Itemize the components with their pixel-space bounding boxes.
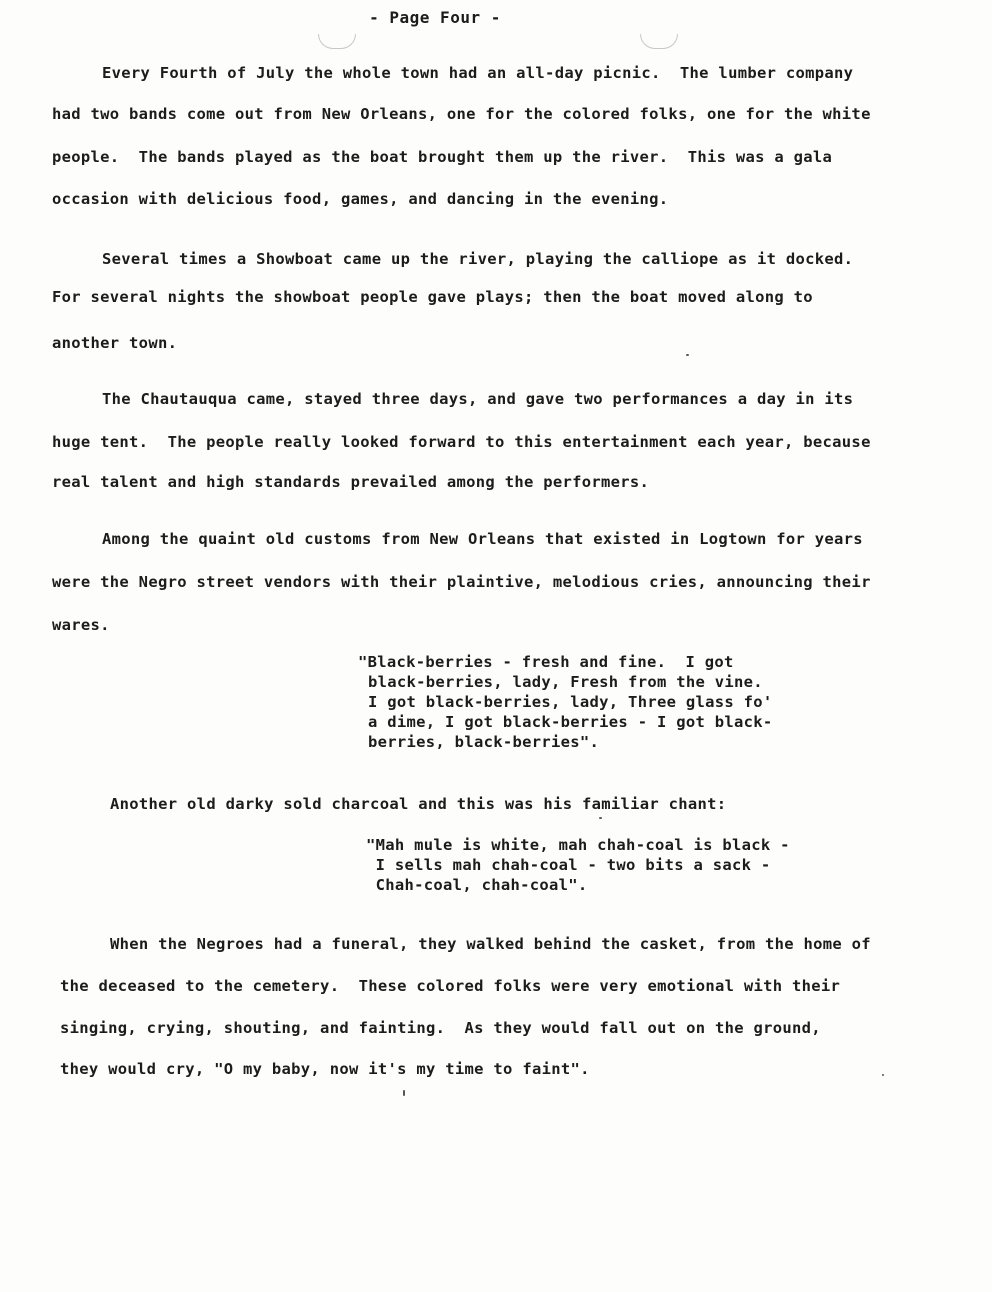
page-header: - Page Four -: [369, 8, 501, 27]
paragraph-funeral: [52, 935, 932, 1078]
verse-line: berries, black-berries".: [368, 733, 600, 751]
paragraph-line: When the Negroes had a funeral, they walked behind the casket, from the home of: [110, 935, 871, 953]
verse-line: Chah-coal, chah-coal".: [366, 876, 588, 894]
paragraph-line: Among the quaint old customs from New Orleans that existed in Logtown for years: [102, 530, 863, 548]
scan-speck: [599, 817, 602, 819]
verse-charcoal: [366, 835, 826, 895]
verse-line: I sells mah chah-coal - two bits a sack -: [366, 856, 771, 874]
hole-punch-mark-left: [318, 34, 356, 49]
paragraph-street-vendors: [52, 530, 932, 634]
hole-punch-mark-right: [640, 34, 678, 49]
verse-line: "Black-berries - fresh and fine. I got: [358, 653, 734, 671]
paragraph-line: had two bands come out from New Orleans, one for the colored folks, one for the white: [52, 105, 871, 123]
paragraph-line: huge tent. The people really looked forward to this entertainment each year, because: [52, 433, 871, 451]
paragraph-line: they would cry, "O my baby, now it's my time to faint".: [60, 1060, 590, 1078]
paragraph-fourth-of-july: [52, 64, 932, 208]
verse-line: black-berries, lady, Fresh from the vine.: [368, 673, 763, 691]
verse-blackberries: [358, 652, 818, 752]
paragraph-line: the deceased to the cemetery. These colored folks were very emotional with their: [60, 977, 841, 995]
paragraph-line: wares.: [52, 616, 110, 634]
scan-speck: [403, 1090, 405, 1096]
scan-speck: [686, 354, 689, 356]
scan-speck: [882, 1074, 884, 1076]
verse-line: I got black-berries, lady, Three glass fo': [368, 693, 773, 711]
paragraph-line: The Chautauqua came, stayed three days, and gave two performances a day in its: [102, 390, 854, 408]
paragraph-line: Several times a Showboat came up the river, playing the calliope as it docked.: [102, 250, 854, 268]
paragraph-line: occasion with delicious food, games, and dancing in the evening.: [52, 190, 669, 208]
paragraph-line: For several nights the showboat people gave plays; then the boat moved along to: [52, 288, 813, 306]
paragraph-chautauqua: [52, 390, 932, 490]
verse-line: a dime, I got black-berries - I got black-: [368, 713, 773, 731]
charcoal-intro: [52, 795, 932, 819]
paragraph-line: Every Fourth of July the whole town had an all-day picnic. The lumber company: [102, 64, 854, 82]
paragraph-line: another town.: [52, 334, 178, 352]
paragraph-showboat: [52, 250, 932, 350]
verse-line: "Mah mule is white, mah chah-coal is black -: [366, 836, 790, 854]
paragraph-line: singing, crying, shouting, and fainting. As they would fall out on the ground,: [60, 1019, 821, 1037]
paragraph-line: people. The bands played as the boat brought them up the river. This was a gala: [52, 148, 833, 166]
paragraph-line: real talent and high standards prevailed among the performers.: [52, 473, 650, 491]
paragraph-line: Another old darky sold charcoal and this was his familiar chant:: [110, 795, 727, 813]
paragraph-line: were the Negro street vendors with their plaintive, melodious cries, announcing their: [52, 573, 871, 591]
